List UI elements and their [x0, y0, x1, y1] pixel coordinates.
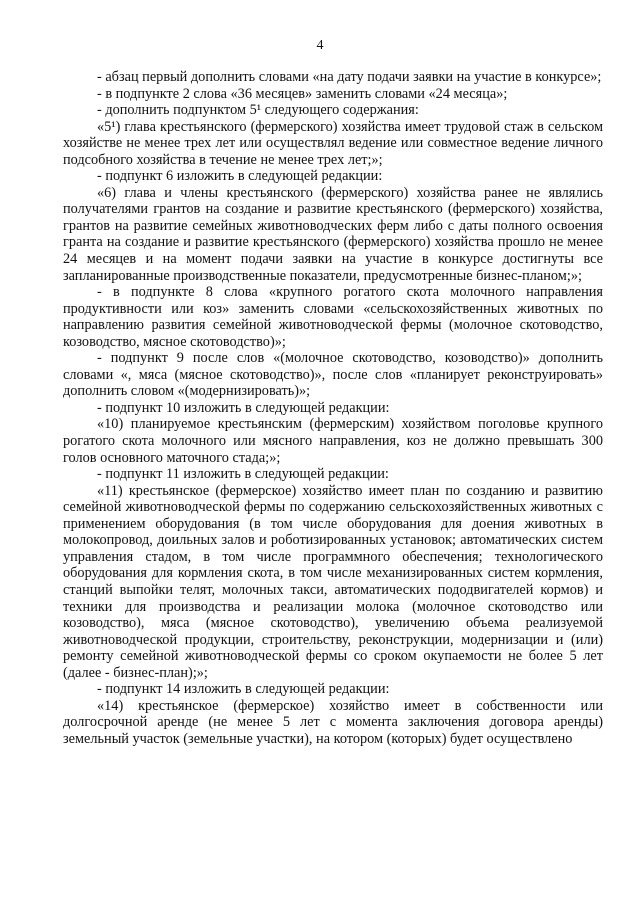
document-body [63, 69, 603, 747]
paragraph-8: - подпункт 9 после слов «(молочное скотоводство, козоводство)» дополнить словами «, мяса (мясное скотоводство)», после слов «планирует реконструировать» дополнить словом «(модернизировать)»; [63, 350, 603, 400]
paragraph-12: «11) крестьянское (фермерское) хозяйство имеет план по созданию и развитию семейной животноводческой фермы по содержанию сельскохозяйственных животных с применением оборудования (в том числе оборудования для доения животных в молокопровод, доильных залов и роботизированных установок; автоматических систем управления стадом, в том числе программного обеспечения; технологического оборудования для кормления скота, в том числе механизированных систем кормления, станций выпойки телят, молочных такси, автоматических пододвигателей кормов) и техники для производства и реализации молока (молочное скотоводство или козоводство), мяса (мясное скотоводство), увеличению объема реализуемой животноводческой продукции, строительству, реконструкции, модернизации и (или) ремонту семейной животноводческой фермы со сроком окупаемости не более 5 лет (далее - бизнес-план);»; [63, 482, 603, 681]
paragraph-9: - подпункт 10 изложить в следующей редакции: [97, 399, 390, 416]
paragraph-7: - в подпункте 8 слова «крупного рогатого скота молочного направления продуктивности или коз» заменить словами «сельскохозяйственных животных по направлению развития семейной животноводческой фермы (молочное скотоводство, козоводство, мясное скотоводство)»; [63, 284, 603, 350]
paragraph-13: - подпункт 14 изложить в следующей редакции: [97, 681, 390, 698]
paragraph-11: - подпункт 11 изложить в следующей редакции: [97, 466, 389, 483]
paragraph-3: - дополнить подпунктом 5¹ следующего содержания: [97, 102, 419, 119]
paragraph-4: «5¹) глава крестьянского (фермерского) хозяйства имеет трудовой стаж в сельском хозяйстве не менее трех лет или осуществлял ведение или совместное ведение личного подсобного хозяйства в течение не менее трех лет;»; [63, 118, 603, 168]
page-number: 4 [316, 38, 324, 53]
paragraph-6: «6) глава и члены крестьянского (фермерского) хозяйства ранее не являлись получателями грантов на создание и развитие крестьянского (фермерского) хозяйства, грантов на развитие семейных животноводческих ферм либо с даты полного освоения гранта на создание и развитие крестьянского (фермерского) хозяйства прошло не менее 24 месяцев и на момент подачи заявки на участие в конкурсе достигнуты все запланированные производственные показатели, предусмотренные бизнес-планом;»; [63, 184, 603, 284]
paragraph-5: - подпункт 6 изложить в следующей редакции: [97, 168, 383, 185]
paragraph-1: - абзац первый дополнить словами «на дату подачи заявки на участие в конкурсе»; [97, 69, 602, 85]
paragraph-14: «14) крестьянское (фермерское) хозяйство имеет в собственности или долгосрочной аренде (не менее 5 лет с момента заключения договора аренды) земельный участок (земельные участки), на котором (которых) будет осуществлено [63, 697, 603, 747]
paragraph-10: «10) планируемое крестьянским (фермерским) хозяйством поголовье крупного рогатого скота молочного или мясного направления, коз не должно превышать 300 голов основного маточного стада;»; [63, 416, 603, 466]
paragraph-2: - в подпункте 2 слова «36 месяцев» заменить словами «24 месяца»; [97, 85, 508, 102]
